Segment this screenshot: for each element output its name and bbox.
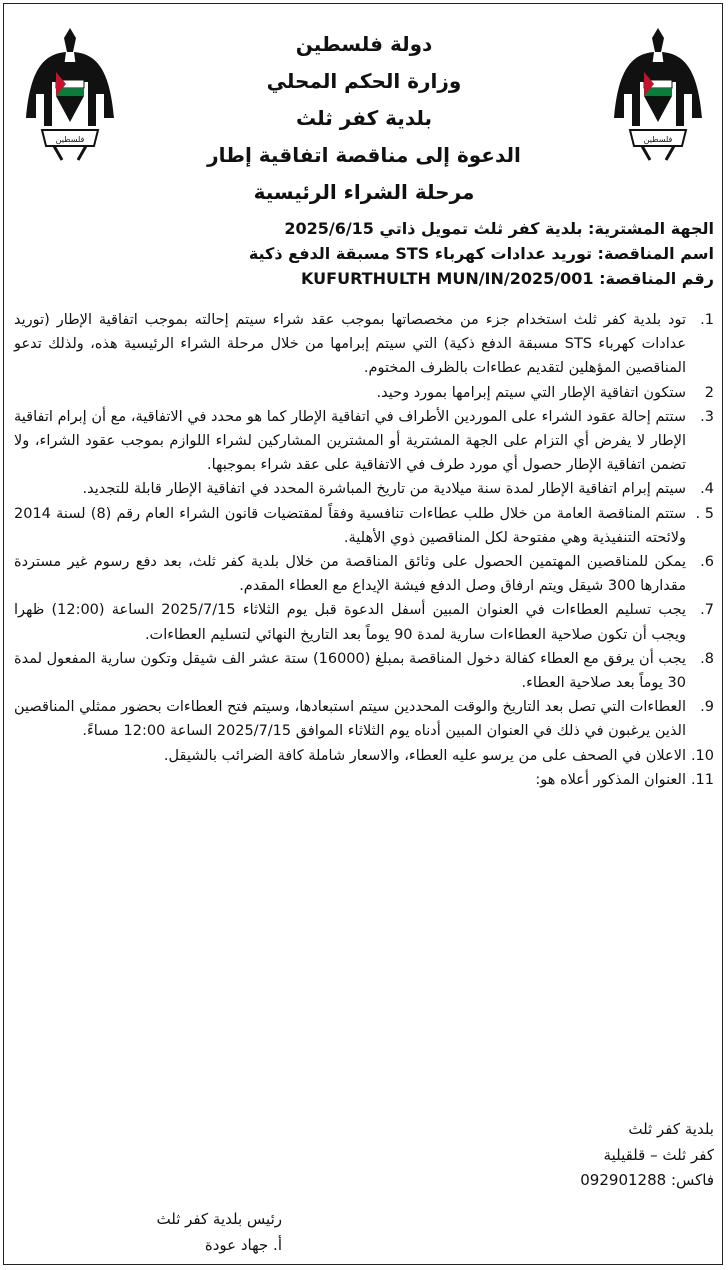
document-header	[150, 26, 578, 211]
tender-meta	[14, 216, 714, 291]
svg-text:فلسطين: فلسطين	[643, 135, 673, 144]
tender-clauses	[14, 308, 714, 792]
ministry-name: وزارة الحكم المحلي	[266, 69, 462, 93]
list-item	[14, 550, 714, 598]
palestine-emblem-icon	[22, 22, 118, 162]
item-number: 5 .	[695, 505, 714, 522]
list-item	[14, 308, 714, 381]
address-fax: فاكس: 092901288	[580, 1171, 714, 1189]
item-number: 11.	[690, 771, 714, 788]
list-item	[14, 647, 714, 695]
item-number: 9.	[700, 699, 714, 716]
signatory-title: رئيس بلدية كفر ثلث	[156, 1210, 282, 1228]
item-number: 1.	[700, 312, 714, 328]
procurement-stage: مرحلة الشراء الرئيسية	[253, 180, 475, 204]
list-item	[14, 768, 714, 792]
item-number: 6.	[700, 554, 714, 571]
address-location: كفر ثلث – قلقيلية	[603, 1145, 714, 1164]
state-name: دولة فلسطين	[295, 32, 433, 56]
item-text: تود بلدية كفر ثلث استخدام جزء من مخصصاتها بموجب عقد شراء سيتم إحالته بموجب اتفاقية الإطار (توريد عدادات كهرباء STS مسبقة الدفع ذكية) التي سيتم إبرامها من خلال مرحلة الشراء الرئيسية هذه، ولذلك تدعو المناقصين المؤهلين لتقديم عطاءات بالظرف المختوم.	[14, 312, 686, 377]
palestine-emblem-icon	[610, 22, 706, 162]
municipality-name: بلدية كفر ثلث	[295, 106, 433, 130]
item-text: الاعلان في الصحف على من يرسو عليه العطاء، والاسعار شاملة كافة الضرائب بالشيقل.	[163, 747, 686, 764]
contact-address	[314, 1117, 714, 1194]
list-item	[14, 381, 714, 405]
list-item	[14, 744, 714, 768]
item-number: 3.	[700, 408, 714, 425]
item-text: سيتم إبرام اتفاقية الإطار لمدة سنة ميلادية من تاريخ المباشرة المحدد في اتفاقية الإطار قابلة للتجديد.	[82, 481, 686, 498]
address-municipality: بلدية كفر ثلث	[628, 1120, 714, 1138]
item-text: ستكون اتفاقية الإطار التي سيتم إبرامها بمورد وحيد.	[376, 384, 686, 401]
invitation-title: الدعوة إلى مناقصة اتفاقية إطار	[207, 143, 521, 167]
signature-block	[22, 1206, 282, 1258]
list-item	[14, 695, 714, 743]
svg-text:فلسطين: فلسطين	[55, 135, 85, 144]
list-item	[14, 405, 714, 478]
buyer-line: الجهة المشترية: بلدية كفر ثلث تمويل ذاتي 2025/6/15	[284, 219, 714, 238]
item-text: يجب أن يرفق مع العطاء كفالة دخول المناقصة بمبلغ (16000) ستة عشر الف شيقل وتكون سارية المفعول لمدة 30 يوماً بعد صلاحية العطاء.	[14, 650, 686, 692]
item-number: 7.	[700, 602, 714, 619]
item-number: 8.	[700, 650, 714, 667]
item-text: يمكن للمناقصين المهتمين الحصول على وثائق المناقصة من خلال بلدية كفر ثلث، بعد دفع رسوم غير مستردة مقدارها 300 شيقل ويتم ارفاق وصل الدفع فيشة الإيداع مع العطاء المقدم.	[14, 554, 686, 595]
item-number: 4.	[700, 481, 714, 498]
tender-name-line: اسم المناقصة: توريد عدادات كهرباء STS مسبقة الدفع ذكية	[248, 244, 714, 263]
list-item	[14, 502, 714, 550]
item-text: ستتم إحالة عقود الشراء على الموردين الأطراف في اتفاقية الإطار كما هو محدد في الاتفاقية، مع أن إبرام اتفاقية الإطار لا يفرض أي التزام على الجهة المشترية أو المشترين المشاركين لشراء اللوازم بموجب عقود الشراء، ولا تضمن اتفاقية الإطار حصول أي مورد طرف في الاتفاقية على عقد شراء بموجبها.	[14, 408, 686, 474]
item-text: العنوان المذكور أعلاه هو:	[535, 771, 686, 788]
item-number: 10.	[690, 747, 714, 764]
item-number: 2	[704, 384, 714, 401]
item-text: يجب تسليم العطاءات في العنوان المبين أسفل الدعوة قبل يوم الثلاثاء 2025/7/15 الساعة (12:00) ظهرا ويجب أن تكون صلاحية العطاءات سارية لمدة 90 يوماً بعد التاريخ النهائي لتسليم العطاءات.	[14, 602, 686, 643]
list-item	[14, 598, 714, 646]
tender-number-line: رقم المناقصة: KUFURTHULTH MUN/IN/2025/001	[301, 269, 714, 288]
signatory-name: أ. جهاد عودة	[204, 1236, 282, 1254]
item-text: ستتم المناقصة العامة من خلال طلب عطاءات تنافسية وفقاً لمقتضيات قانون الشراء العام رقم (8) لسنة 2014 ولائحته التنفيذية وهي مفتوحة لكل المناقصين ذوي الأهلية.	[14, 505, 686, 546]
item-text: العطاءات التي تصل بعد التاريخ والوقت المحددين سيتم استبعادها، وسيتم فتح العطاءات بحضور ممثلي المناقصين الذين يرغبون في ذلك في العنوان المبين أدناه يوم الثلاثاء الموافق 2025/7/15 الساعة 12:00 مساءً.	[14, 699, 686, 740]
list-item	[14, 477, 714, 501]
